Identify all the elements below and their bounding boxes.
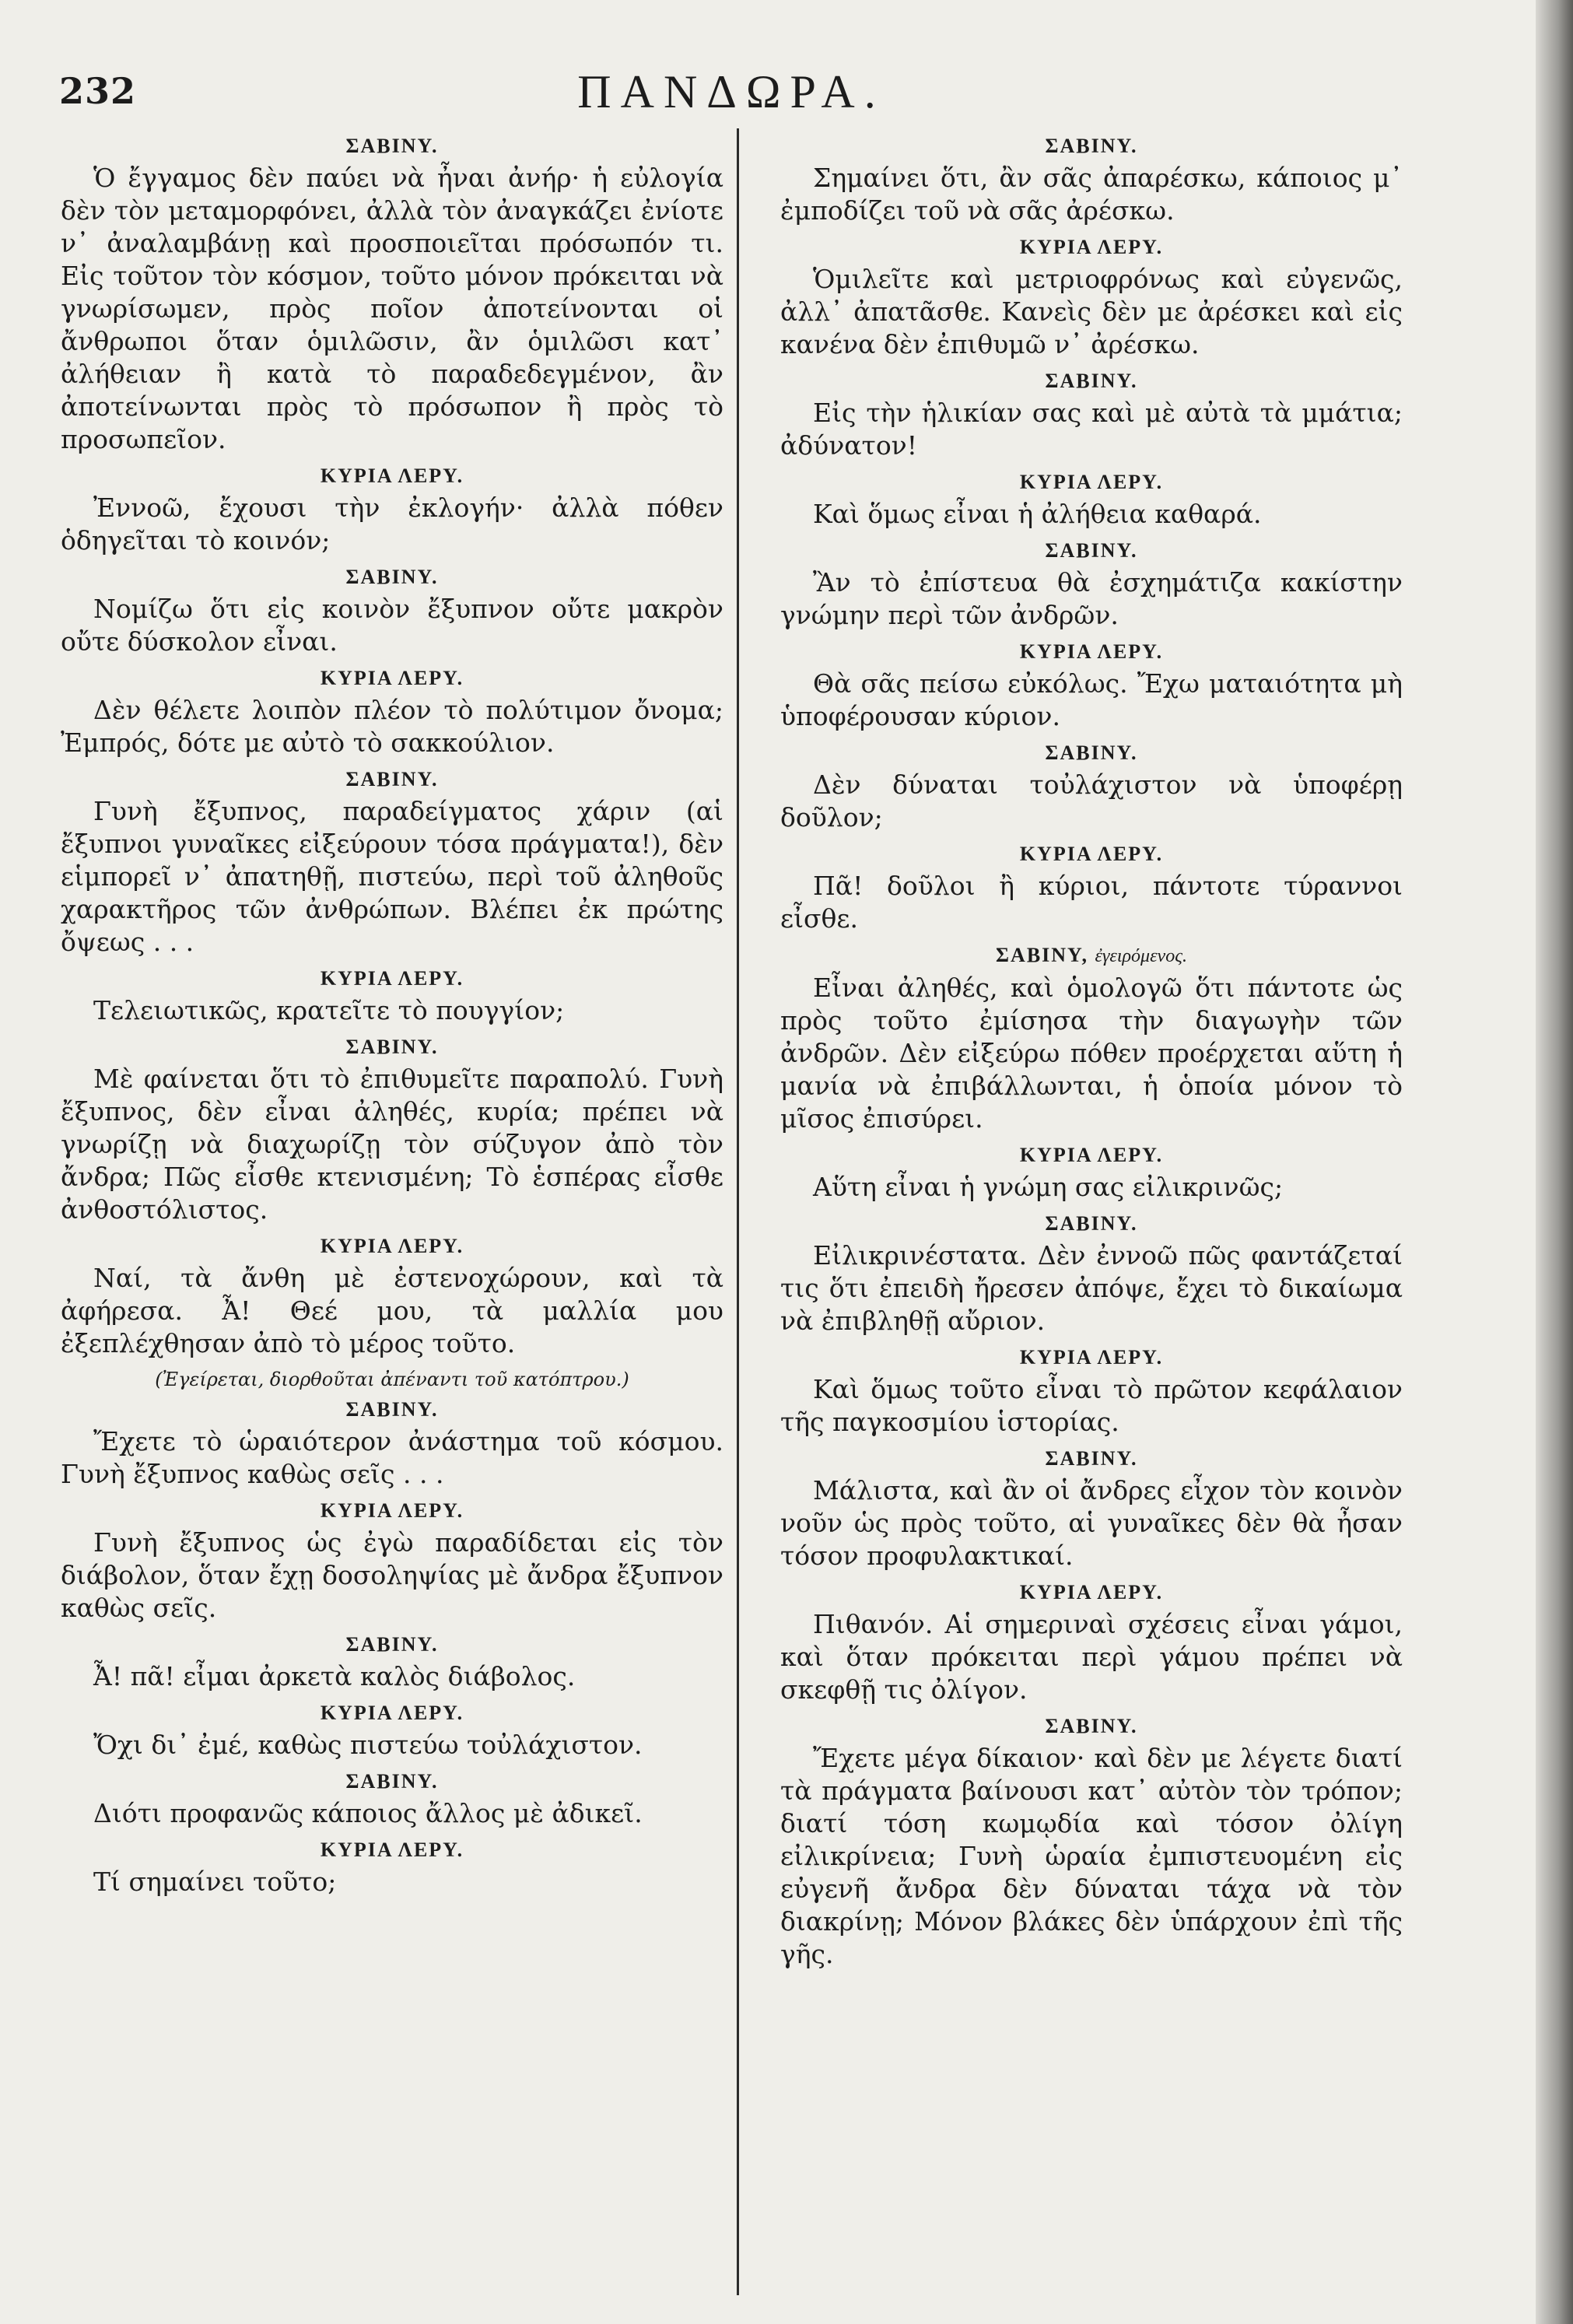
running-title: ΠΑΝΔΩΡΑ.: [577, 66, 885, 117]
dialogue-line: Καὶ ὅμως τοῦτο εἶναι τὸ πρῶτον κεφάλαιον τῆς παγκοσμίου ἱστορίας.: [780, 1374, 1403, 1437]
stage-direction-inline: ἐγειρόμενος.: [1095, 946, 1187, 966]
speaker-label: ΚΥΡΙΑ ΛΕΡΥ.: [1019, 843, 1164, 865]
page-gutter-shadow: [1536, 0, 1573, 2324]
dialogue-line: Τελειωτικῶς, κρατεῖτε τὸ πουγγίον;: [93, 995, 565, 1025]
speaker-label: ΚΥΡΙΑ ΛΕΡΥ.: [1019, 471, 1164, 493]
speaker-name: [61, 1698, 723, 1729]
column-divider: [737, 128, 739, 2295]
speaker-label: ΣΑΒΙΝΥ.: [345, 135, 439, 157]
speaker-name: [780, 636, 1403, 668]
speaker-label: ΚΥΡΙΑ ΛΕΡΥ.: [320, 1499, 464, 1522]
speaker-name: [780, 1577, 1403, 1608]
dialogue-line: Εἶναι ἀληθές, καὶ ὁμολογῶ ὅτι πάντοτε ὡς πρὸς τοῦτο ἐμίσησα τὴν διαγωγὴν τῶν ἀνδρῶν. Δὲν εἰξεύρω πόθεν προέρχεται αὕτη ἡ μανία νὰ ἐπιβάλλωνται, ἡ ὁποία μόνον τὸ μῖσος ἐπισύρει.: [780, 973, 1403, 1134]
speaker-name: [61, 1394, 723, 1425]
speaker-name: [61, 1629, 723, 1660]
speaker-name: [61, 963, 723, 994]
speaker-label: ΣΑΒΙΝΥ.: [1045, 370, 1138, 392]
speaker-name: [780, 839, 1403, 870]
speaker-label: ΚΥΡΙΑ ΛΕΡΥ.: [320, 1235, 464, 1257]
speaker-label: ΣΑΒΙΝΥ.: [345, 1398, 439, 1421]
page-number: 232: [59, 70, 137, 112]
speaker-label: ΣΑΒΙΝΥ.: [345, 1770, 439, 1793]
dialogue-line: Καὶ ὅμως εἶναι ἡ ἀλήθεια καθαρά.: [813, 499, 1262, 529]
speaker-label: ΚΥΡΙΑ ΛΕΡΥ.: [1019, 1144, 1164, 1166]
speaker-name: [780, 232, 1403, 263]
speaker-label: ΣΑΒΙΝΥ.: [1045, 539, 1138, 562]
speaker-label: ΚΥΡΙΑ ΛΕΡΥ.: [320, 464, 464, 487]
dialogue-line: Τί σημαίνει τοῦτο;: [93, 1867, 337, 1897]
stage-direction: (Ἐγείρεται, διορθοῦται ἀπέναντι τοῦ κατόπτρου.): [155, 1369, 629, 1390]
dialogue-line: Ἂν τὸ ἐπίστευα θὰ ἐσχημάτιζα κακίστην γνώμην περὶ τῶν ἀνδρῶν.: [780, 567, 1403, 630]
dialogue-line: Ὄχι δι᾿ ἐμέ, καθὼς πιστεύω τοὐλάχιστον.: [93, 1730, 643, 1760]
speaker-name: [61, 131, 723, 162]
dialogue-line: Γυνὴ ἔξυπνος ὡς ἐγὼ παραδίδεται εἰς τὸν διάβολον, ὅταν ἔχῃ δοσοληψίας μὲ ἄνδρα ἔξυπνον καθὼς σεῖς.: [61, 1527, 723, 1623]
speaker-label: ΚΥΡΙΑ ΛΕΡΥ.: [320, 667, 464, 689]
speaker-name: [61, 764, 723, 795]
dialogue-line: Εἰλικρινέστατα. Δὲν ἐννοῶ πῶς φαντάζεταί τις ὅτι ἐπειδὴ ἤρεσεν ἀπόψε, ἔχει τὸ δικαίωμα νὰ ἐπιβληθῇ αὔριον.: [780, 1240, 1403, 1336]
speaker-label: ΣΑΒΙΝΥ,: [996, 944, 1088, 966]
dialogue-line: Πᾶ! δοῦλοι ἢ κύριοι, πάντοτε τύραννοι εἶσθε.: [780, 871, 1403, 934]
dialogue-line: Γυνὴ ἔξυπνος, παραδείγματος χάριν (αἱ ἔξυπνοι γυναῖκες εἰξεύρουν τόσα πράγματα!), δὲν εἱμπορεῖ ν᾿ ἀπατηθῇ, πιστεύω, περὶ τοῦ ἀληθοῦς χαρακτῆρος τῶν ἀνθρώπων. Βλέπει ἐκ πρώτης ὄψεως . . .: [61, 796, 723, 957]
dialogue-line: Πιθανόν. Αἱ σημεριναὶ σχέσεις εἶναι γάμοι, καὶ ὅταν πρόκειται περὶ γάμου πρέπει νὰ σκεφθῇ τις ὀλίγον.: [780, 1609, 1403, 1705]
dialogue-line: Αὕτη εἶναι ἡ γνώμη σας εἰλικρινῶς;: [813, 1172, 1284, 1202]
speaker-label: ΚΥΡΙΑ ΛΕΡΥ.: [1019, 236, 1164, 258]
speaker-name: [61, 1032, 723, 1063]
dialogue-line: Νομίζω ὅτι εἰς κοινὸν ἔξυπνον οὔτε μακρὸν οὔτε δύσκολον εἶναι.: [61, 594, 723, 657]
speaker-name: [780, 738, 1403, 769]
speaker-label: ΣΑΒΙΝΥ.: [1045, 135, 1138, 157]
speaker-name: [780, 1140, 1403, 1171]
dialogue-line: Ὁ ἔγγαμος δὲν παύει νὰ ἦναι ἀνήρ· ἡ εὐλογία δὲν τὸν μεταμορφόνει, ἀλλὰ τὸν ἀναγκάζει ἐνίοτε ν᾿ ἀναλαμβάνῃ καὶ προσποιεῖται πρόσωπόν τι. Εἰς τοῦτον τὸν κόσμον, τοῦτο μόνον πρόκειται νὰ γνωρίσωμεν, πρὸς ποῖον ἀποτείνονται οἱ ἄνθρωποι ὅταν ὁμιλῶσιν, ἂν ὁμιλῶσι κατ᾿ ἀλήθειαν ἢ κατὰ τὸ παραδεδεγμένον, ἂν ἀποτείνωνται πρὸς τὸ πρόσωπον ἢ πρὸς τὸ προσωπεῖον.: [61, 163, 723, 454]
speaker-name: [780, 366, 1403, 397]
right-column: [780, 131, 1403, 1975]
dialogue-line: Ἔχετε τὸ ὡραιότερον ἀνάστημα τοῦ κόσμου. Γυνὴ ἔξυπνος καθὼς σεῖς . . .: [61, 1426, 723, 1489]
dialogue-line: Διότι προφανῶς κάποιος ἄλλος μὲ ἀδικεῖ.: [93, 1798, 643, 1828]
dialogue-line: Μὲ φαίνεται ὅτι τὸ ἐπιθυμεῖτε παραπολύ. Γυνὴ ἔξυπνος, δὲν εἶναι ἀληθές, κυρία; πρέπει νὰ γνωρίζῃ νὰ διαχωρίζῃ τὸν σύζυγον ἀπὸ τὸν ἄνδρα; Πῶς εἶσθε κτενισμένη; Τὸ ἑσπέρας εἶσθε ἀνθοστόλιστος.: [61, 1064, 723, 1225]
dialogue-line: Ναί, τὰ ἄνθη μὲ ἐστενοχώρουν, καὶ τὰ ἀφήρεσα. Ἆ! Θεέ μου, τὰ μαλλία μου ἐξεπλέχθησαν ἀπὸ τὸ μέρος τοῦτο.: [61, 1263, 723, 1358]
speaker-label: ΣΑΒΙΝΥ.: [345, 1633, 439, 1656]
left-column: [61, 131, 723, 1903]
speaker-name: [61, 1835, 723, 1866]
speaker-name: [780, 1208, 1403, 1239]
speaker-name: [780, 1342, 1403, 1373]
speaker-label: ΚΥΡΙΑ ΛΕΡΥ.: [320, 1702, 464, 1724]
speaker-label: ΚΥΡΙΑ ΛΕΡΥ.: [1019, 640, 1164, 663]
speaker-name: [61, 1495, 723, 1527]
page-header: [54, 65, 1408, 135]
dialogue-line: Εἰς τὴν ἡλικίαν σας καὶ μὲ αὐτὰ τὰ μμάτια; ἀδύνατον!: [780, 398, 1403, 461]
dialogue-line: Θὰ σᾶς πείσω εὐκόλως. Ἔχω ματαιότητα μὴ ὑποφέρουσαν κύριον.: [780, 668, 1403, 731]
dialogue-line: Ἔχετε μέγα δίκαιον· καὶ δὲν με λέγετε διατί τὰ πράγματα βαίνουσι κατ᾿ αὐτὸν τὸν τρόπον; διατί τόση κωμῳδία καὶ τόσον ὀλίγη εἰλικρίνεια; Γυνὴ ὡραία ἐμπιστευομένη εἰς εὐγενῆ ἄνδρα δὲν δύναται τάχα νὰ τὸν διακρίνῃ; Μόνον βλάκες δὲν ὑπάρχουν ἐπὶ τῆς γῆς.: [780, 1743, 1403, 1969]
dialogue-line: Ἐννοῶ, ἔχουσι τὴν ἐκλογήν· ἀλλὰ πόθεν ὁδηγεῖται τὸ κοινόν;: [61, 492, 723, 556]
speaker-name: [780, 131, 1403, 162]
speaker-label: ΚΥΡΙΑ ΛΕΡΥ.: [1019, 1346, 1164, 1369]
speaker-label: ΣΑΒΙΝΥ.: [1045, 1212, 1138, 1235]
speaker-name: [61, 1766, 723, 1797]
speaker-name: [780, 535, 1403, 566]
speaker-name: [61, 562, 723, 593]
speaker-label: ΣΑΒΙΝΥ.: [345, 768, 439, 790]
speaker-label: ΚΥΡΙΑ ΛΕΡΥ.: [1019, 1581, 1164, 1604]
dialogue-line: Δὲν δύναται τοὐλάχιστον νὰ ὑποφέρῃ δοῦλον;: [780, 769, 1403, 833]
speaker-label: ΣΑΒΙΝΥ.: [1045, 1715, 1138, 1737]
dialogue-line: Ὁμιλεῖτε καὶ μετριοφρόνως καὶ εὐγενῶς, ἀλλ᾿ ἀπατᾶσθε. Κανεὶς δὲν με ἀρέσκει καὶ εἰς κανένα δὲν ἐπιθυμῶ ν᾿ ἀρέσκω.: [780, 264, 1403, 359]
speaker-name: [780, 940, 1403, 972]
dialogue-line: Ἆ! πᾶ! εἶμαι ἀρκετὰ καλὸς διάβολος.: [93, 1661, 576, 1691]
speaker-name: [61, 1231, 723, 1262]
speaker-name: [780, 1711, 1403, 1742]
speaker-label: ΣΑΒΙΝΥ.: [345, 566, 439, 588]
speaker-name: [780, 467, 1403, 498]
dialogue-line: Μάλιστα, καὶ ἂν οἱ ἄνδρες εἶχον τὸν κοινὸν νοῦν ὡς πρὸς τοῦτο, αἱ γυναῖκες δὲν θὰ ἦσαν τόσον προφυλακτικαί.: [780, 1475, 1403, 1571]
speaker-label: ΣΑΒΙΝΥ.: [1045, 741, 1138, 764]
speaker-label: ΣΑΒΙΝΥ.: [1045, 1447, 1138, 1470]
speaker-label: ΚΥΡΙΑ ΛΕΡΥ.: [320, 967, 464, 990]
speaker-label: ΣΑΒΙΝΥ.: [345, 1036, 439, 1058]
speaker-name: [61, 461, 723, 492]
dialogue-line: Σημαίνει ὅτι, ἂν σᾶς ἀπαρέσκω, κάποιος μ᾿ ἐμποδίζει τοῦ νὰ σᾶς ἀρέσκω.: [780, 163, 1403, 226]
speaker-name: [61, 663, 723, 694]
speaker-label: ΚΥΡΙΑ ΛΕΡΥ.: [320, 1839, 464, 1861]
dialogue-line: Δὲν θέλετε λοιπὸν πλέον τὸ πολύτιμον ὄνομα; Ἐμπρός, δότε με αὐτὸ τὸ σακκούλιον.: [61, 695, 723, 758]
speaker-name: [780, 1443, 1403, 1474]
